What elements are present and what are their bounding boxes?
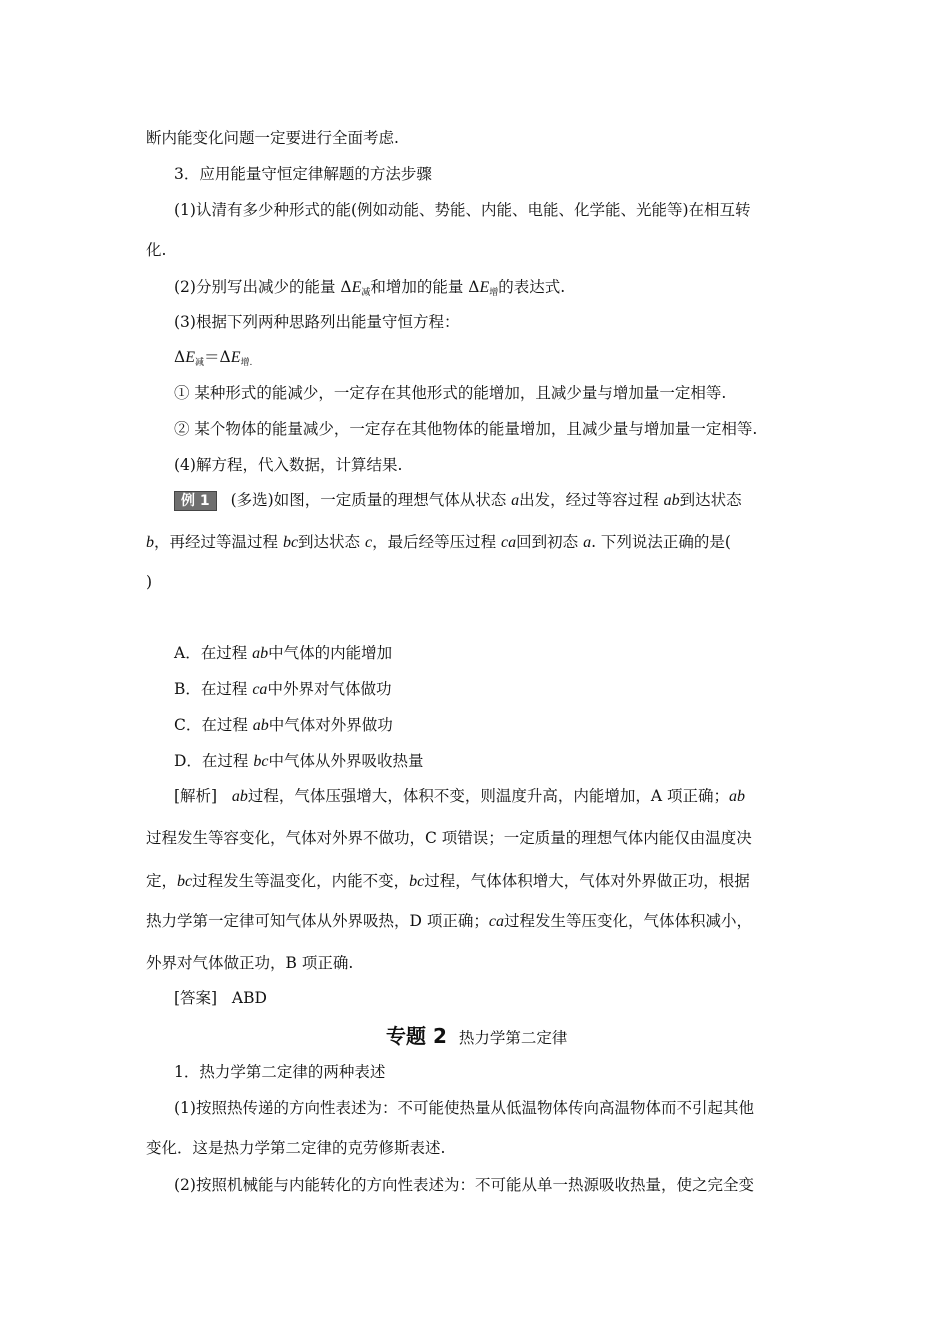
analysis-line: 过程发生等容变化，气体对外界不做功，C 项错误；一定质量的理想气体内能仅由温度决 (146, 829, 752, 847)
section-heading: 3．应用能量守恒定律解题的方法步骤 (174, 165, 432, 183)
text-line: 断内能变化问题一定要进行全面考虑. (146, 129, 399, 147)
example-line: ) (146, 573, 153, 591)
option-a: A．在过程 ab中气体的内能增加 (174, 644, 393, 662)
analysis-line: 热力学第一定律可知气体从外界吸热，D 项正确；ca过程发生等压变化，气体体积减小， (146, 912, 752, 930)
text-line: (4)解方程，代入数据，计算结果. (174, 456, 403, 474)
text-line: 化. (146, 241, 167, 259)
analysis-line: 定，bc过程发生等温变化，内能不变，bc过程，气体体积增大，气体对外界做正功，根据 (146, 872, 750, 890)
equation: $\Delta E_减=\Delta E_{增.}$ (174, 348, 253, 368)
text-line: ① 某种形式的能减少，一定存在其他形式的能增加，且减少量与增加量一定相等. (174, 384, 727, 402)
option-c: C．在过程 ab中气体对外界做功 (174, 716, 393, 734)
text-line: (1)认清有多少种形式的能(例如动能、势能、内能、电能、化学能、光能等)在相互转 (174, 201, 751, 219)
answer-line: [答案] ABD (174, 989, 267, 1007)
analysis-line: [解析] ab过程，气体压强增大，体积不变，则温度升高，内能增加，A 项正确；ab (174, 787, 746, 805)
option-b: B．在过程 ca中外界对气体做功 (174, 680, 392, 698)
text-line: (3)根据下列两种思路列出能量守恒方程： (174, 313, 460, 331)
text-line: 1．热力学第二定律的两种表述 (174, 1063, 386, 1081)
example-badge: 例 1 (174, 491, 217, 511)
text-line: (2)按照机械能与内能转化的方向性表述为：不可能从单一热源吸收热量，使之完全变 (174, 1176, 754, 1194)
topic-heading: 专题 2 热力学第二定律 (386, 1024, 568, 1048)
option-d: D．在过程 bc中气体从外界吸收热量 (174, 752, 424, 770)
example-line: 例 1 (多选)如图，一定质量的理想气体从状态 a出发，经过等容过程 ab到达状态 (174, 490, 742, 511)
text-line: ② 某个物体的能量减少，一定存在其他物体的能量增加，且减少量与增加量一定相等. (174, 420, 758, 438)
example-line: b，再经过等温过程 bc到达状态 c，最后经等压过程 ca回到初态 a. 下列说法正确的是( (146, 533, 731, 551)
text-line: (1)按照热传递的方向性表述为：不可能使热量从低温物体传向高温物体而不引起其他 (174, 1099, 754, 1117)
text-line: 变化．这是热力学第二定律的克劳修斯表述. (146, 1139, 446, 1157)
text-line: (2)分别写出减少的能量 $\Delta E_减$和增加的能量 $\Delta E_增$的表达式. (174, 278, 566, 298)
analysis-line: 外界对气体做正功，B 项正确. (146, 954, 354, 972)
